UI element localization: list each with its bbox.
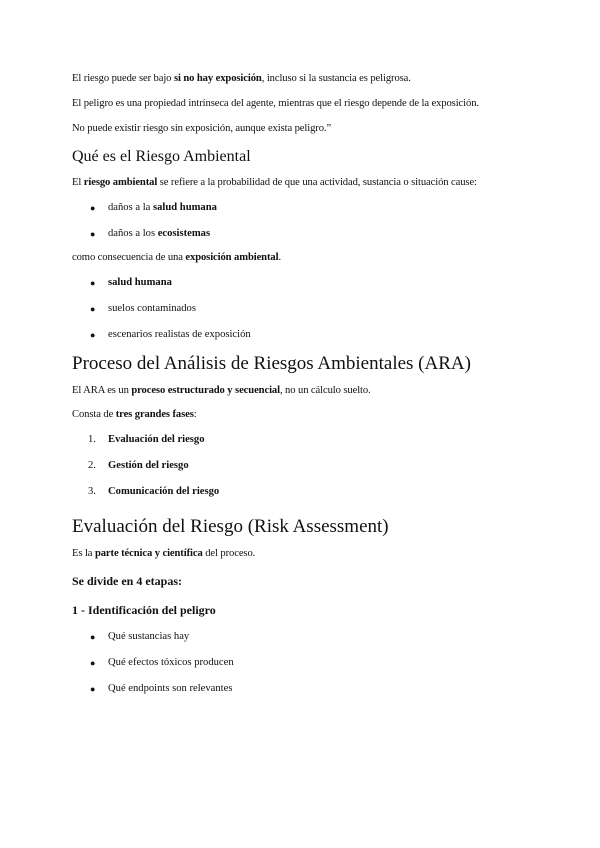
- bullet-icon: ●: [90, 330, 96, 340]
- list-item: suelos contaminados: [108, 303, 196, 314]
- intro-line-3: No puede existir riesgo sin exposición, aunque exista peligro.”: [72, 123, 332, 134]
- list-item: Qué endpoints son relevantes: [108, 683, 233, 694]
- phase-number: 1.: [88, 434, 96, 445]
- phase-number: 2.: [88, 460, 96, 471]
- bullet-icon: ●: [90, 278, 96, 288]
- section1-paragraph-2: como consecuencia de una exposición ambiental.: [72, 252, 282, 263]
- phase-number: 3.: [88, 486, 96, 497]
- heading-proceso-ara: Proceso del Análisis de Riesgos Ambientales (ARA): [72, 353, 471, 374]
- list-item: salud humana: [108, 277, 172, 288]
- intro-line-2: El peligro es una propiedad intrínseca del agente, mientras que el riesgo depende de la exposición.: [72, 98, 479, 109]
- section3-paragraph: Es la parte técnica y científica del proceso.: [72, 548, 256, 559]
- subheading-etapas: Se divide en 4 etapas:: [72, 574, 183, 588]
- bullet-icon: ●: [90, 632, 96, 642]
- list-item: daños a la salud humana: [108, 202, 217, 213]
- bullet-icon: ●: [90, 658, 96, 668]
- subheading-identificacion: 1 - Identificación del peligro: [72, 603, 216, 617]
- bullet-icon: ●: [90, 304, 96, 314]
- heading-riesgo-ambiental: Qué es el Riesgo Ambiental: [72, 148, 251, 165]
- bullet-icon: ●: [90, 684, 96, 694]
- section1-paragraph: El riesgo ambiental se refiere a la probabilidad de que una actividad, sustancia o situación cause:: [72, 177, 477, 188]
- list-item: Qué efectos tóxicos producen: [108, 657, 234, 668]
- heading-evaluacion-riesgo: Evaluación del Riesgo (Risk Assessment): [72, 516, 389, 537]
- list-item: escenarios realistas de exposición: [108, 329, 251, 340]
- intro-line-1: El riesgo puede ser bajo si no hay exposición, incluso si la sustancia es peligrosa.: [72, 73, 411, 84]
- phase-item: Comunicación del riesgo: [108, 486, 220, 497]
- phase-item: Gestión del riesgo: [108, 460, 189, 471]
- list-item: daños a los ecosistemas: [108, 228, 211, 239]
- section2-paragraph-2: Consta de tres grandes fases:: [72, 409, 197, 420]
- bullet-icon: ●: [90, 203, 96, 213]
- bullet-icon: ●: [90, 229, 96, 239]
- section2-paragraph: El ARA es un proceso estructurado y secuencial, no un cálculo suelto.: [72, 385, 371, 396]
- phase-item: Evaluación del riesgo: [108, 434, 205, 445]
- list-item: Qué sustancias hay: [108, 631, 190, 642]
